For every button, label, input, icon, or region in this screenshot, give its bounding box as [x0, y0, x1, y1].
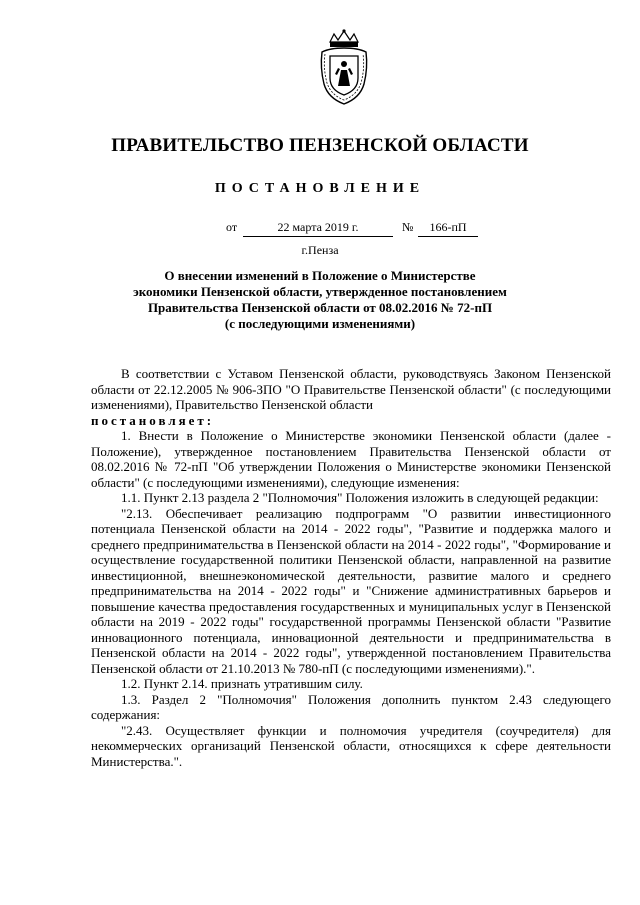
clause-2-43: "2.43. Осуществляет функции и полномочия учредителя (соучредителя) для некоммерческих организаций Пензенской области, относящихся к сфере деятельности Министерства.".: [91, 722, 611, 769]
paragraph-1-1: 1.1. Пункт 2.13 раздела 2 "Полномочия" Положения изложить в следующей редакции:: [121, 490, 599, 505]
paragraph-1-2: 1.2. Пункт 2.14. признать утратившим силу.: [121, 676, 363, 691]
document-number: 166-пП: [418, 220, 478, 237]
document-body: [91, 366, 611, 769]
document-date: 22 марта 2019 г.: [243, 220, 393, 237]
date-prefix: от: [226, 220, 238, 234]
document-subject: [110, 268, 530, 332]
government-title: ПРАВИТЕЛЬСТВО ПЕНЗЕНСКОЙ ОБЛАСТИ: [111, 135, 529, 156]
subject-line: Правительства Пензенской области от 08.02.2016 № 72-пП: [147, 300, 493, 315]
intro-paragraph: В соответствии с Уставом Пензенской области, руководствуясь Законом Пензенской области от 22.12.2005 № 906-ЗПО "О Правительстве Пензенской области" (с последующими изменениями), Правительство Пензенской области: [91, 366, 611, 412]
coat-of-arms-emblem: [318, 28, 370, 106]
subject-line: экономики Пензенской области, утвержденное постановлением: [133, 284, 507, 299]
resolves-word: постановляет:: [91, 412, 215, 428]
city: г.Пенза: [301, 243, 339, 257]
clause-2-13: "2.13. Обеспечивает реализацию подпрограмм "О развитии инвестиционного потенциала Пензенской области на 2014 - 2022 годы", "Развитие и поддержка малого и среднего предпринимательства в Пензенской области на 2014 - 2022 годы", "Формирование и осуществление государственной политики Пензенской области, направленной на развитие инвестиционной, внешнеэкономической деятельности, развитие малого и среднего предпринимательства на 2014 - 2022 годы" и "Снижение административных барьеров и повышение качества предоставления государственных и муниципальных услуг в Пензенской области на 2019 - 2022 годы" государственной программы Пензенской области "Развитие инновационного потенциала, инновационной деятельности и предпринимательства в Пензенской области на 2014 - 2022 годы", утвержденной постановлением Правительства Пензенской области от 21.10.2013 № 780-пП (с последующими изменениями).".: [91, 505, 611, 676]
subject-line: (с последующими изменениями): [224, 316, 416, 331]
paragraph-1-3: 1.3. Раздел 2 "Полномочия" Положения дополнить пунктом 2.43 следующего содержания:: [91, 691, 611, 722]
number-prefix: №: [402, 220, 414, 234]
paragraph-1: 1. Внести в Положение о Министерстве экономики Пензенской области (далее - Положение), утвержденное постановлением Правительства Пензенской области от 08.02.2016 № 72-пП "Об утверждении Положения о Министерстве экономики Пензенской области" (с последующими изменениями), следующие изменения:: [91, 428, 611, 490]
subject-line: О внесении изменений в Положение о Министерстве: [164, 268, 476, 283]
document-type-title: ПОСТАНОВЛЕНИЕ: [214, 181, 426, 196]
